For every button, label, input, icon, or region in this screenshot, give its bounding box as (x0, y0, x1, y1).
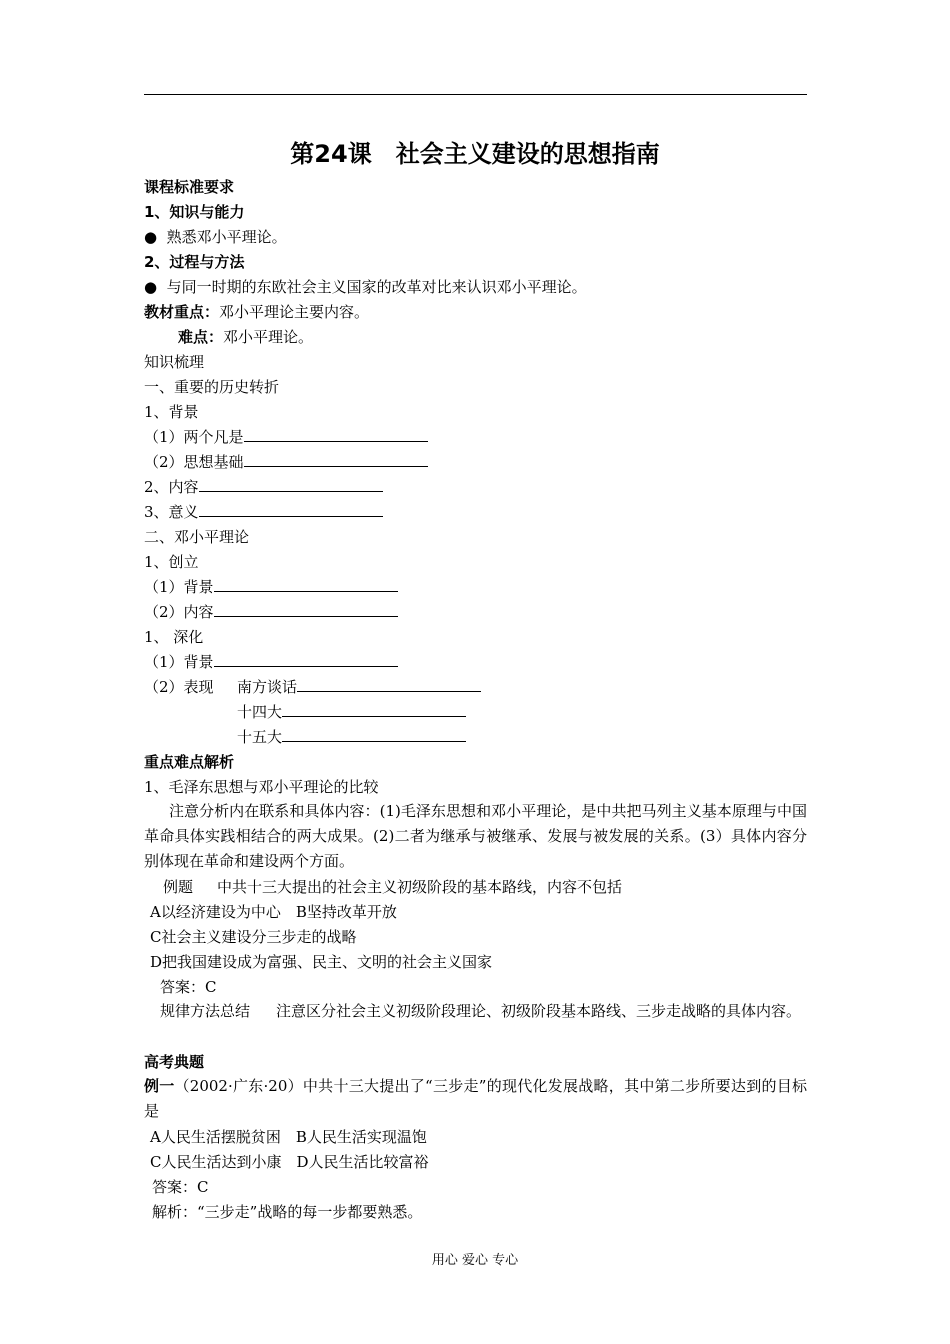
p2-create: 1、创立 (144, 553, 199, 571)
bullet-icon: ● (144, 228, 158, 246)
example-option-ab: A以经济建设为中心 B坚持改革开放 (150, 903, 397, 921)
p2-15-label: 十五大 (237, 728, 283, 746)
p1-background-2 (144, 452, 428, 472)
p1-background-1-label: （1）两个凡是 (144, 428, 244, 446)
blank-line[interactable] (282, 727, 466, 742)
analysis-header: 重点难点解析 (144, 753, 235, 771)
difficult-point (178, 327, 313, 347)
method-text: 注意区分社会主义初级阶段理论、初级阶段基本路线、三步走战略的具体内容。 (276, 1002, 802, 1020)
exam-option-cd: C人民生活达到小康 D人民生活比较富裕 (150, 1153, 429, 1171)
blank-line[interactable] (214, 652, 398, 667)
process-item-text: 与同一时期的东欧社会主义国家的改革对比来认识邓小平理论。 (166, 278, 587, 296)
p2-create-1-label: （1）背景 (144, 578, 214, 596)
exam-answer: 答案：C (152, 1178, 209, 1196)
example-question-text: 中共十三大提出的社会主义初级阶段的基本路线，内容不包括 (217, 878, 623, 896)
p2-south (237, 677, 481, 697)
p1-content-label: 2、内容 (144, 478, 199, 496)
example-answer: 答案：C (160, 978, 217, 996)
p1-background-2-label: （2）思想基础 (144, 453, 244, 471)
p2-deepen-1-label: （1）背景 (144, 653, 214, 671)
p2-deepen-2 (144, 677, 214, 697)
bullet-icon: ● (144, 278, 158, 296)
p2-14 (237, 702, 466, 722)
p2-create-2 (144, 602, 398, 622)
exam-analysis: 解析：“三步走”战略的每一步都要熟悉。 (152, 1203, 423, 1221)
blank-line[interactable] (214, 577, 398, 592)
example-option-d: D把我国建设成为富强、民主、文明的社会主义国家 (150, 953, 493, 971)
p2-create-2-label: （2）内容 (144, 603, 214, 621)
p2-deepen-1 (144, 652, 398, 672)
blank-line[interactable] (199, 477, 383, 492)
blank-line[interactable] (199, 502, 383, 517)
p2-create-1 (144, 577, 398, 597)
p1-background: 1、背景 (144, 403, 199, 421)
blank-line[interactable] (244, 452, 428, 467)
p2-south-label: 南方谈话 (237, 678, 298, 696)
blank-line[interactable] (244, 427, 428, 442)
p2-deepen-2-label: （2）表现 (144, 678, 214, 696)
difficult-label: 难点： (178, 328, 224, 346)
analysis-1: 1、毛泽东思想与邓小平理论的比较 (144, 778, 379, 796)
method-label: 规律方法总结 (160, 1002, 251, 1020)
exam-question-text: （2002·广东·20）中共十三大提出了“三步走”的现代化发展战略，其中第二步所要达到的目标是 (144, 1077, 807, 1120)
blank-line[interactable] (214, 602, 398, 617)
example-label: 例题 (163, 878, 194, 896)
p1-meaning-label: 3、意义 (144, 503, 199, 521)
page-footer: 用心 爱心 专心 (431, 1253, 519, 1268)
p2-deepen: 1、 深化 (144, 628, 204, 646)
exam-header: 高考典题 (144, 1053, 205, 1071)
knowledge-heading: 知识梳理 (144, 353, 205, 371)
method-summary (144, 999, 807, 1024)
key-label: 教材重点： (144, 303, 220, 321)
ability-item (144, 227, 287, 247)
curriculum-header: 课程标准要求 (144, 178, 235, 196)
exam-option-ab: A人民生活摆脱贫困 B人民生活实现温饱 (150, 1128, 427, 1146)
analysis-paragraph: 注意分析内在联系和具体内容：(1)毛泽东思想和邓小平理论，是中共把马列主义基本原理与中国革命具体实践相结合的两大成果。(2)二者为继承与被继承、发展与被发展的关系。(3）具体内容分别体现在革命和建设两个方面。 (144, 802, 807, 870)
difficult-text: 邓小平理论。 (223, 328, 314, 346)
exam-question (144, 1074, 807, 1124)
blank-line[interactable] (282, 702, 466, 717)
part2-heading: 二、邓小平理论 (144, 528, 250, 546)
p1-content (144, 477, 383, 497)
ability-item-text: 熟悉邓小平理论。 (166, 228, 287, 246)
part1-heading: 一、重要的历史转折 (144, 378, 280, 396)
page-title: 第24课 社会主义建设的思想指南 (290, 140, 660, 168)
example-option-c: C社会主义建设分三步走的战略 (150, 928, 357, 946)
ability-header: 1、知识与能力 (144, 203, 245, 221)
process-header: 2、过程与方法 (144, 253, 245, 271)
key-text: 邓小平理论主要内容。 (219, 303, 370, 321)
example-question (163, 877, 622, 897)
p1-background-1 (144, 427, 428, 447)
header-rule (144, 94, 807, 95)
p2-15 (237, 727, 466, 747)
p1-meaning (144, 502, 383, 522)
exam-label: 例一 (144, 1077, 175, 1095)
p2-14-label: 十四大 (237, 703, 283, 721)
process-item (144, 277, 587, 297)
key-point (144, 302, 369, 322)
blank-line[interactable] (297, 677, 481, 692)
